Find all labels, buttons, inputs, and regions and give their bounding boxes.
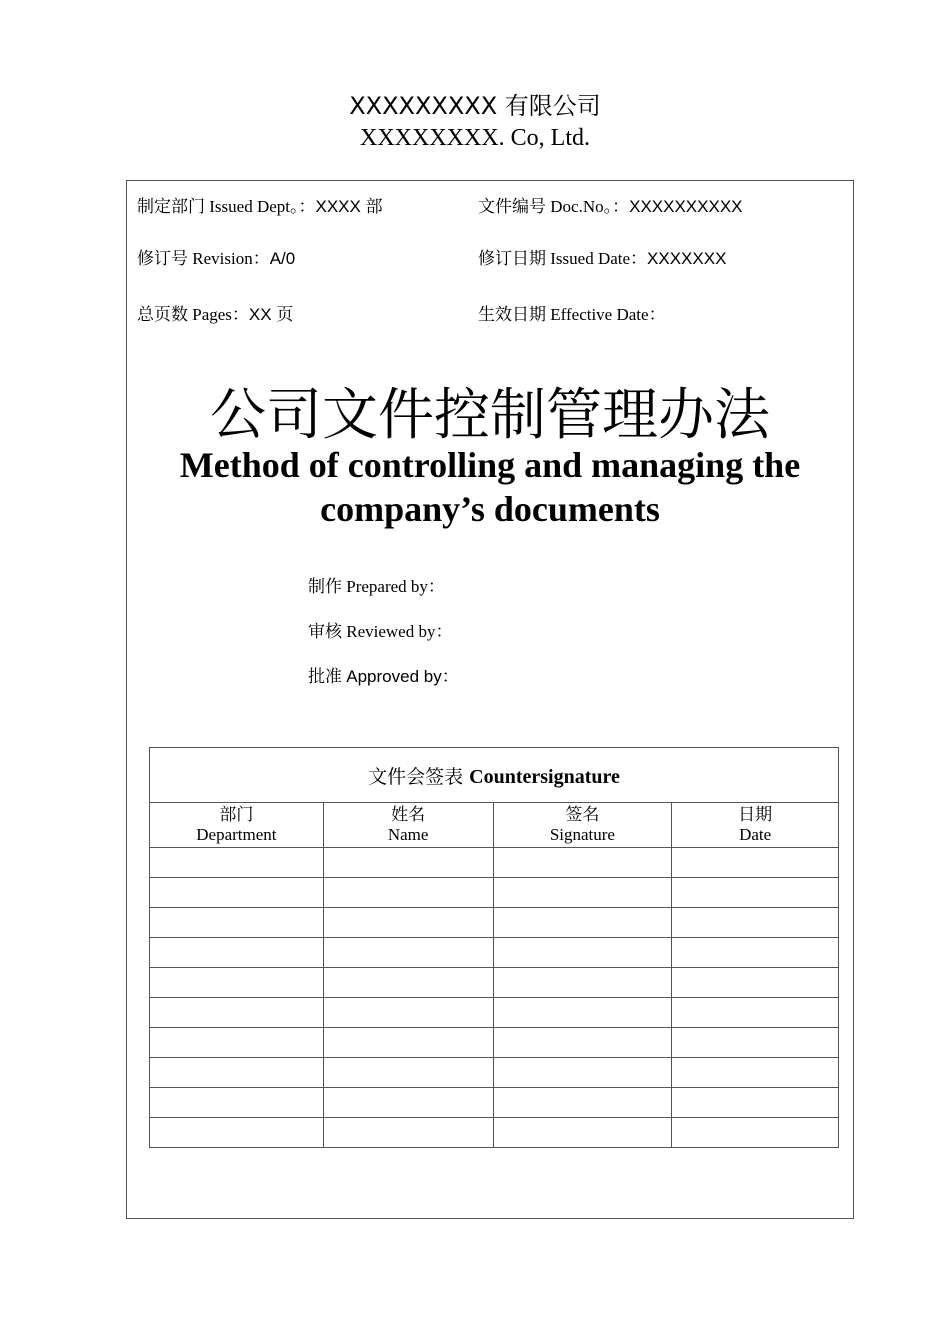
table-row — [150, 878, 839, 908]
name-cell[interactable] — [323, 938, 493, 968]
signature-cell[interactable] — [493, 1058, 672, 1088]
doc-no — [478, 196, 743, 218]
table-row — [150, 968, 839, 998]
reviewed-by: 审核 Reviewed by： — [308, 622, 453, 641]
department-cell[interactable] — [150, 1118, 324, 1148]
column-header-en: Signature — [549, 825, 615, 844]
document-title-en: Method of controlling and managing the company’s documents — [179, 445, 801, 529]
pages-label: 总页数 Pages： — [137, 305, 249, 324]
doc-no-value: XXXXXXXXXX — [629, 197, 743, 216]
pages-value: XX 页 — [248, 305, 294, 324]
signature-cell[interactable] — [493, 968, 672, 998]
column-header-cn: 日期 — [738, 805, 773, 824]
table-row — [150, 998, 839, 1028]
issued-dept — [137, 196, 383, 218]
date-cell[interactable] — [672, 998, 839, 1028]
issued-date-label: 修订日期 Issued Date： — [478, 249, 648, 268]
approved-by-label-cn: 批准 — [308, 667, 347, 686]
name-cell[interactable] — [323, 968, 493, 998]
department-cell[interactable] — [150, 1028, 324, 1058]
department-cell[interactable] — [150, 998, 324, 1028]
name-cell[interactable] — [323, 1028, 493, 1058]
countersignature-caption-cn: 文件会签表 — [368, 765, 470, 788]
date-cell[interactable] — [672, 1028, 839, 1058]
signature-cell[interactable] — [493, 878, 672, 908]
name-cell[interactable] — [323, 1118, 493, 1148]
name-cell[interactable] — [323, 998, 493, 1028]
signature-cell[interactable] — [493, 998, 672, 1028]
effective-date-label: 生效日期 Effective Date： — [478, 305, 666, 324]
countersignature-body — [150, 848, 839, 1148]
effective-date — [478, 304, 666, 326]
date-cell[interactable] — [672, 878, 839, 908]
date-cell[interactable] — [672, 1088, 839, 1118]
issued-date-value: XXXXXXX — [647, 249, 727, 268]
date-cell[interactable] — [672, 968, 839, 998]
company-name-en: XXXXXXXX. Co, Ltd. — [360, 125, 590, 151]
countersignature-caption-en: Countersignature — [469, 765, 620, 788]
name-cell[interactable] — [323, 878, 493, 908]
issued-dept-label: 制定部门 Issued Dept。： — [137, 197, 316, 216]
table-row — [150, 848, 839, 878]
name-cell[interactable] — [323, 1088, 493, 1118]
name-cell[interactable] — [323, 1058, 493, 1088]
signature-cell[interactable] — [493, 938, 672, 968]
column-header-signature — [493, 803, 672, 848]
department-cell[interactable] — [150, 938, 324, 968]
signature-cell[interactable] — [493, 1118, 672, 1148]
approved-by-label-en: Approved by： — [346, 667, 459, 686]
date-cell[interactable] — [672, 1058, 839, 1088]
column-header-en: Department — [196, 825, 277, 844]
department-cell[interactable] — [150, 848, 324, 878]
company-name-cn: XXXXXXXXX 有限公司 — [349, 92, 601, 120]
department-cell[interactable] — [150, 878, 324, 908]
column-header-en: Name — [387, 825, 429, 844]
revision — [137, 248, 295, 270]
signature-cell[interactable] — [493, 848, 672, 878]
department-cell[interactable] — [150, 1088, 324, 1118]
department-cell[interactable] — [150, 968, 324, 998]
signature-cell[interactable] — [493, 1088, 672, 1118]
date-cell[interactable] — [672, 938, 839, 968]
department-cell[interactable] — [150, 908, 324, 938]
document-title-cn: 公司文件控制管理办法 — [210, 383, 770, 448]
countersignature-table — [149, 747, 839, 1148]
countersignature-header-row — [150, 803, 839, 848]
document-frame — [126, 180, 854, 1219]
pages — [137, 304, 293, 326]
table-row — [150, 1118, 839, 1148]
column-header-department — [150, 803, 324, 848]
revision-label: 修订号 Revision： — [137, 249, 270, 268]
column-header-date — [672, 803, 839, 848]
table-row — [150, 938, 839, 968]
doc-no-label: 文件编号 Doc.No。： — [478, 197, 630, 216]
column-header-cn: 姓名 — [391, 805, 426, 824]
name-cell[interactable] — [323, 848, 493, 878]
approved-by — [308, 666, 459, 688]
column-header-name — [323, 803, 493, 848]
date-cell[interactable] — [672, 908, 839, 938]
signature-cell[interactable] — [493, 1028, 672, 1058]
issued-date — [478, 248, 726, 270]
department-cell[interactable] — [150, 1058, 324, 1088]
date-cell[interactable] — [672, 1118, 839, 1148]
table-row — [150, 908, 839, 938]
prepared-by: 制作 Prepared by： — [308, 577, 445, 596]
column-header-cn: 签名 — [565, 805, 600, 824]
signature-cell[interactable] — [493, 908, 672, 938]
countersignature-caption — [150, 748, 839, 803]
date-cell[interactable] — [672, 848, 839, 878]
revision-value: A/0 — [269, 249, 296, 268]
issued-dept-value: XXXX 部 — [315, 197, 383, 216]
table-row — [150, 1028, 839, 1058]
table-row — [150, 1088, 839, 1118]
name-cell[interactable] — [323, 908, 493, 938]
table-row — [150, 1058, 839, 1088]
column-header-cn: 部门 — [219, 805, 254, 824]
column-header-en: Date — [739, 825, 772, 844]
